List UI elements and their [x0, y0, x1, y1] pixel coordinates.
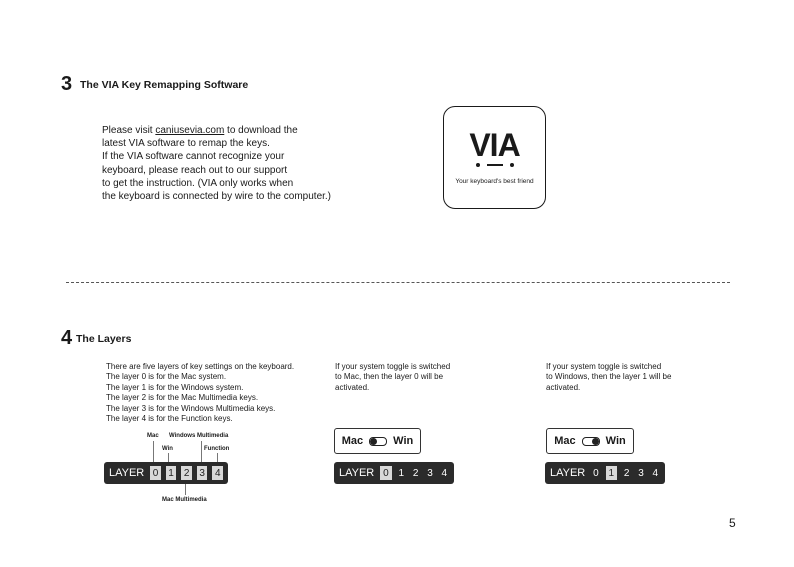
layer-key-1: 1 [606, 466, 617, 480]
system-toggle-win [546, 428, 634, 454]
layer-bar-all [104, 462, 228, 484]
via-logo: VIA [469, 127, 520, 163]
win-toggle-description: If your system toggle is switched to Windows, then the layer 1 will be activated. [546, 362, 672, 392]
layer-key-2: 2 [181, 466, 192, 480]
via-download-link[interactable]: caniusevia.com [155, 125, 225, 136]
toggle-mac-label: Mac [341, 435, 364, 447]
section-3-number: 3 [61, 73, 73, 95]
layer-key-4: 4 [441, 467, 448, 479]
section-divider [66, 282, 730, 283]
layer-key-1: 1 [166, 466, 177, 480]
system-toggle-mac [334, 428, 421, 454]
toggle-win-label: Win [393, 435, 414, 447]
mac-toggle-description: If your system toggle is switched to Mac, then the layer 0 will be activated. [335, 362, 451, 392]
layer-key-3: 3 [638, 467, 644, 479]
layer-key-0: 0 [380, 466, 391, 480]
page-number: 5 [729, 516, 736, 530]
layer-label: LAYER [109, 467, 145, 479]
layers-description: There are five layers of key settings on the keyboard. The layer 0 is for the Mac system. The layer 1 is for the Windows system. The layer 2 is for the Mac Multimedia keys. The layer 3 is for the Windows Multimedia keys. The layer 4 is for the Function keys. [106, 362, 295, 424]
layer-key-2: 2 [412, 467, 419, 479]
via-instructions [102, 124, 432, 203]
toggle-mac-label: Mac [554, 435, 576, 447]
section-4-title: The Layers [76, 333, 132, 345]
layer-key-1: 1 [398, 467, 405, 479]
label-mac: Mac [147, 433, 159, 439]
via-logo-box [443, 106, 546, 209]
via-tagline: Your keyboard's best friend [455, 178, 534, 185]
layer-label: LAYER [550, 467, 586, 479]
section-4-number: 4 [61, 327, 73, 349]
toggle-switch-icon [582, 437, 600, 446]
layer-bar-mac [334, 462, 454, 484]
layer-key-3: 3 [427, 467, 433, 479]
layer-key-2: 2 [623, 467, 630, 479]
layer-key-3: 3 [197, 466, 208, 480]
label-function: Function [204, 446, 230, 452]
label-win: Win [162, 446, 173, 452]
toggle-win-label: Win [605, 435, 626, 447]
via-text-after-link: to download the latest VIA software to remap the keys. If the VIA software cannot recognize your keyboard, please reach out to our support to get the instruction. (VIA only works when the keyboard is connected by wire to the computer.) [102, 125, 332, 203]
layer-key-4: 4 [212, 466, 223, 480]
layer-key-0: 0 [150, 466, 161, 480]
leader-line-mac-multimedia [185, 483, 186, 495]
label-windows-multimedia: Windows Multimedia [169, 433, 229, 439]
section-3-title: The VIA Key Remapping Software [80, 79, 249, 91]
toggle-switch-icon [369, 437, 387, 446]
label-mac-multimedia: Mac Multimedia [162, 497, 207, 503]
layer-key-4: 4 [652, 467, 659, 479]
layer-bar-win [545, 462, 665, 484]
layer-label: LAYER [339, 467, 375, 479]
via-logo-dots-icon [474, 162, 516, 168]
layer-key-0: 0 [593, 467, 599, 479]
via-text-before-link: Please visit [102, 125, 156, 136]
